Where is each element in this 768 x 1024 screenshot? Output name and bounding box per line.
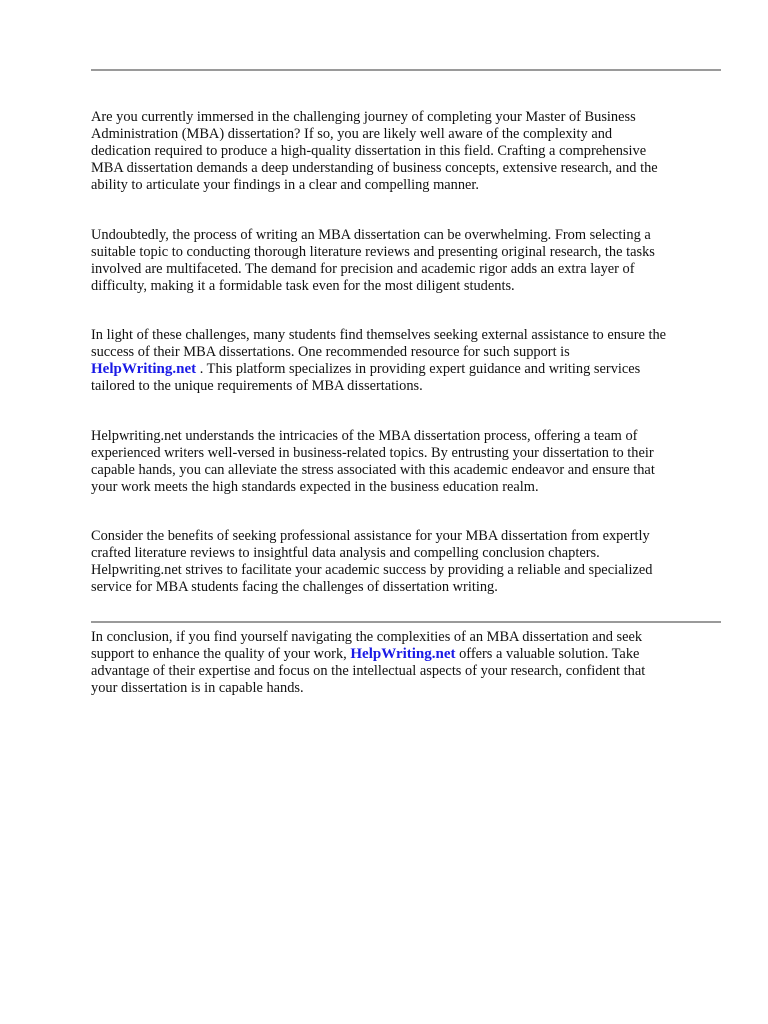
- top-divider: [91, 69, 721, 71]
- paragraph-text: In light of these challenges, many students find themselves seeking external assistance to ensure the success of their MBA dissertations. One recommended resource for such support is: [91, 327, 667, 361]
- paragraph-text: Helpwriting.net understands the intricacies of the MBA dissertation process, offering a team of experienced writers well-versed in business-related topics. By entrusting your dissertation to their capable hands, you can alleviate the stress associated with this academic endeavor and ensure that your work meets the high standards expected in the business education realm.: [91, 427, 655, 495]
- paragraph-benefits: [91, 511, 723, 596]
- document-body: [91, 92, 723, 712]
- paragraph-text: offers a valuable solution. Take advantage of their expertise and focus on the intellectual aspects of your research, confident that your dissertation is in capable hands.: [91, 645, 646, 696]
- paragraph-conclusion: [91, 611, 723, 696]
- paragraph-text: Undoubtedly, the process of writing an MBA dissertation can be overwhelming. From selecting a suitable topic to conducting thorough literature reviews and presenting original research, the tasks involved are multifaceted. The demand for precision and academic rigor adds an extra layer of difficulty, making it a formidable task even for the most diligent students.: [91, 226, 655, 294]
- bottom-divider: [91, 621, 721, 623]
- paragraph-intro: [91, 92, 723, 195]
- paragraph-text: Are you currently immersed in the challenging journey of completing your Master of Business Administration (MBA) dissertation? If so, you are likely well aware of the complexity and dedication required to produce a high-quality dissertation in this field. Crafting a comprehensive MBA dissertation demands a deep understanding of business concepts, extensive research, and the ability to articulate your findings in a clear and compelling manner.: [91, 109, 658, 194]
- helpwriting-link[interactable]: HelpWriting.net: [91, 361, 197, 378]
- paragraph-recommendation: [91, 310, 723, 395]
- paragraph-text: In conclusion, if you find yourself navigating the complexities of an MBA dissertation and seek support to enhance the quality of your work,: [91, 628, 643, 662]
- helpwriting-link[interactable]: HelpWriting.net: [350, 645, 456, 662]
- paragraph-text: . This platform specializes in providing expert guidance and writing services tailored to the unique requirements of MBA dissertations.: [91, 361, 641, 395]
- paragraph-service: [91, 411, 723, 496]
- paragraph-text: Consider the benefits of seeking professional assistance for your MBA dissertation from expertly crafted literature reviews to insightful data analysis and compelling conclusion chapters. Helpwriting.net strives to facilitate your academic success by providing a reliable and specialized service for MBA students facing the challenges of dissertation writing.: [91, 528, 653, 596]
- paragraph-challenges: [91, 210, 723, 295]
